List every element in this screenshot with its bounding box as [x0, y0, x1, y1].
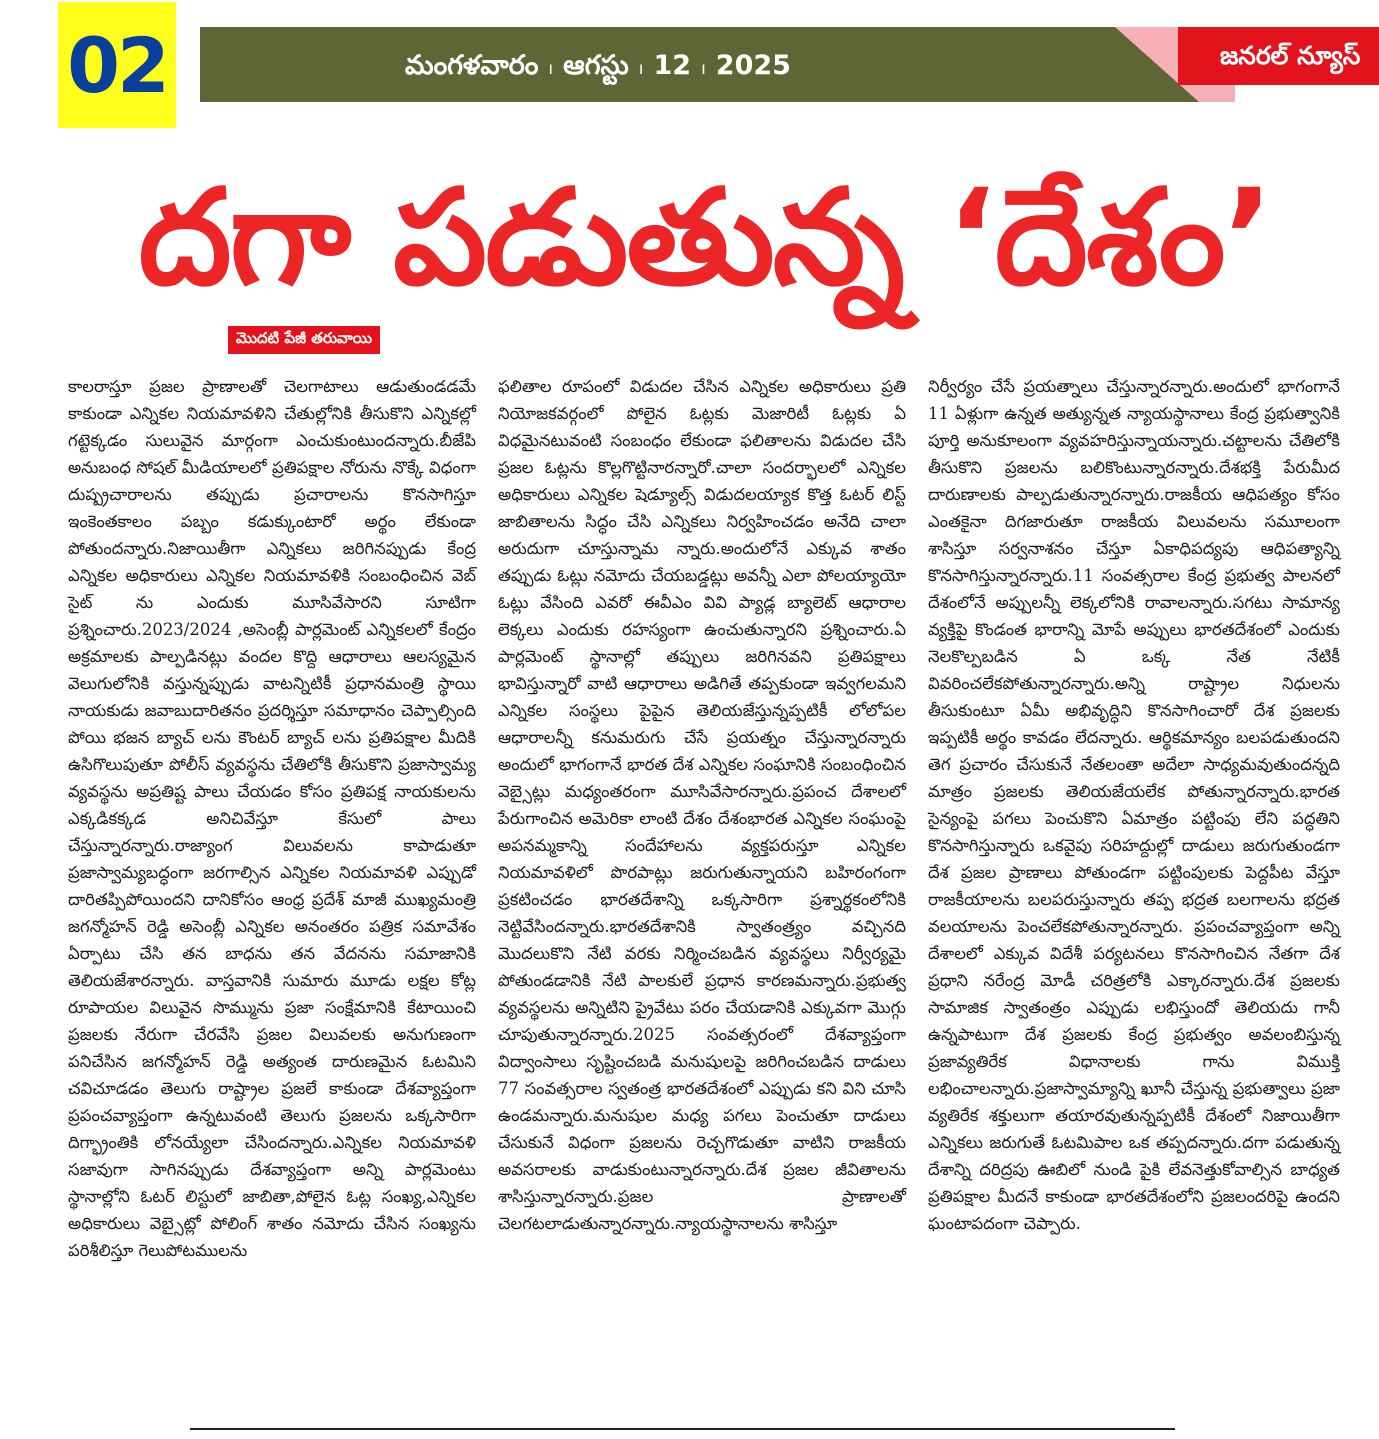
section-category: జనరల్ న్యూస్ — [1178, 27, 1379, 85]
date-separator: ı — [548, 59, 554, 79]
issue-date — [405, 46, 791, 89]
page-number: 02 — [67, 20, 167, 110]
article-column-1: కాలరాస్తూ ప్రజల ప్రాణాలతో చెలగాటాలు ఆడుతుండడమే కాకుండా ఎన్నికల నియమావళిని చేతుల్లోనికి తీసుకొని ఎన్నికల్లో గట్టెక్కడం సులువైన మార్గంగా ఎంచుకుంటుందన్నారు.బీజేపి అనుబంధ సోషల్ మీడియాలలో ప్రతిపక్షాల నోరును నొక్కే విధంగా దుష్ప్రచారాలను తప్పుడు ప్రచారాలను కొనసాగిస్తూ ఇంకెంతకాలం పబ్బం కడుక్కుంటారో అర్థం లేకుండా పోతుందన్నారు.నిజాయితీగా ఎన్నికలు జరిగినప్పుడు కేంద్ర ఎన్నికల అధికారులు ఎన్నికల నియమావళికి సంబంధించిన వెబ్ సైట్ ను ఎందుకు మూసివేసారని సూటిగా ప్రశ్నించారు.2023/2024 ,అసెంబ్లీ పార్లమెంట్ ఎన్నికలలో కేంద్రం అక్రమాలకు పాల్పడినట్లు వందల కొద్ది ఆధారాలు ఆలస్యమైన వెలుగులోనికి వస్తున్నప్పుడు వాటన్నిటికీ ప్రధానమంత్రి స్థాయి నాయకుడు జవాబుదారితనం ప్రదర్శిస్తూ సమాధానం చెప్పాల్సింది పోయి భజన బ్యాచ్ లను కౌంటర్ బ్యాచ్ లను ప్రతిపక్షాల మీదికి ఉసిగొలుపుతూ పోలీస్ వ్యవస్థను చేతిలోకి తీసుకొని ప్రజాస్వామ్య వ్యవస్థను అప్రతిష్ట పాలు చేయడం కోసం ప్రతిపక్ష నాయకులను ఎక్కడికక్కడ అనిచివేస్తూ కేసులో పాలు చేస్తున్నారన్నారు.రాజ్యాంగ విలువలను కాపాడుతూ ప్రజాస్వామ్యబద్ధంగా జరగాల్సిన ఎన్నికల నియమావళి ఎప్పుడో దారితప్పిపోయిందని దానికోసం ఆంధ్ర ప్రదేశ్ మాజీ ముఖ్యమంత్రి జగన్మోహన్ రెడ్డి అసెంబ్లీ ఎన్నికల అనంతరం పత్రిక సమావేశం ఏర్పాటు చేసి తన బాధను తన వేదనను సమాజానికి తెలియజేశారన్నారు. వాస్తవానికి సుమారు మూడు లక్షల కోట్ల రూపాయల విలువైన సొమ్మును ప్రజా సంక్షేమానికి కేటాయించి ప్రజలకు నేరుగా చేరవేసి ప్రజల విలువలకు అనుగుణంగా పనిచేసిన జగన్మోహన్ రెడ్డి అత్యంత దారుణమైన ఓటమిని చవిచూడడం తెలుగు రాష్ట్రాల ప్రజలే కాకుండా దేశవ్యాప్తంగా ప్రపంచవ్యాప్తంగా ఉన్నటువంటి తెలుగు ప్రజలను ఒక్కసారిగా దిగ్భ్రాంతికి లోనయ్యేలా చేసిందన్నారు.ఎన్నికల నియమావళి సజావుగా సాగినప్పుడు దేశవ్యాప్తంగా అన్ని పార్లమెంటు స్థానాల్లోని ఓటర్ లిస్టులో జాబితా,పోలైన ఓట్ల సంఖ్య,ఎన్నికల అధికారులు వెబ్సైట్లో పోలింగ్ శాతం నమోదు చేసిన సంఖ్యను పరిశీలిస్తూ గెలుపోటములను — [68, 377, 476, 1260]
date-separator: ı — [638, 59, 644, 79]
date-year: 2025 — [715, 50, 791, 81]
bottom-divider — [190, 1428, 1175, 1430]
article-column-2: ఫలితాల రూపంలో విడుదల చేసిన ఎన్నికల అధికారులు ప్రతి నియోజకవర్గంలో పోలైన ఓట్లకు మెజారిటీ ఓట్లకు ఏ విధమైనటువంటి సంబంధం లేకుండా ఫలితాలను విడుదల చేసి ప్రజల ఓట్లను కొల్లగొట్టినారన్నారో.చాలా సందర్భాలలో ఎన్నికల అధికారులు ఎన్నికల షెడ్యూల్స్ విడుదలయ్యాక కొత్త ఓటర్ లిస్ట్ జాబితాలను సిద్ధం చేసి ఎన్నికలు నిర్వహించడం అనేది చాలా అరుదుగా చూస్తున్నామ న్నారు.అందులోనే ఎక్కువ శాతం తప్పుడు ఓట్లు నమోదు చేయబడ్డట్లు అవన్నీ ఎలా పోలయ్యాయో ఓట్లు వేసింది ఎవరో ఈవీఎం వివి ప్యాడ్ల బ్యాలెట్ ఆధారాల లెక్కలు ఎందుకు రహస్యంగా ఉంచుతున్నారని ప్రశ్నించారు.ఏ పార్లమెంట్ స్థానాల్లో తప్పులు జరిగినవని ప్రతిపక్షాలు భావిస్తున్నారో వాటి ఆధారాలు అడిగితే తప్పకుండా ఇవ్వగలమని ఎన్నికల సంస్థలు పైపైన తెలియజేస్తున్నప్పటికీ లోలోపల ఆధారాలన్నీ కనుమరుగు చేసే ప్రయత్నం చేస్తున్నారన్నారు అందులో భాగంగానే భారత దేశ ఎన్నికల సంఘానికి సంబంధించిన వెబ్సైట్లు మధ్యంతరంగా మూసివేసారన్నారు.ప్రపంచ దేశాలలో పేరుగాంచిన అమెరికా లాంటి దేశం దేశంభారత ఎన్నికల సంఘంపై అపనమ్మకాన్ని సందేహాలను వ్యక్తపరుస్తూ ఎన్నికల నియమావళిలో పొరపాట్లు జరుగుతున్నాయని బహిరంగంగా ప్రకటించడం భారతదేశాన్ని ఒక్కసారిగా ప్రశ్నార్థకంలోనికి నెట్టివేసిందన్నారు.భారతదేశానికి స్వాతంత్ర్యం వచ్చినది మొదలుకొని నేటి వరకు నిర్మించబడిన వ్యవస్థలు నిర్వీర్యమై పోతుండడానికి నేటి పాలకులే ప్రధాన కారణమన్నారు.ప్రభుత్వ వ్యవస్థలను అన్నిటిని ప్రైవేటు పరం చేయడానికి ఎక్కువగా మొగ్గు చూపుతున్నారన్నారు.2025 సంవత్సరంలో దేశవ్యాప్తంగా విద్వాంసాలు సృష్టించబడి మనుషులపై జరిగించబడిన దాడులు 77 సంవత్సరాల స్వతంత్ర భారతదేశంలో ఎప్పుడు కని విని చూసి ఉండమన్నారు.మనుషుల మధ్య పగలు పెంచుతూ దాడులు చేసుకునే విధంగా ప్రజలను రెచ్చగొడుతూ వాటిని రాజకీయ అవసరాలకు వాడుకుంటున్నారన్నారు.దేశ ప్రజల జీవితాలను శాసిస్తున్నారన్నారు.ప్రజల ప్రాణాలతో చెలగటలాడుతున్నారన్నారు.న్యాయస్థానాలను శాసిస్తూ — [498, 377, 906, 1233]
page-number-box — [58, 2, 176, 128]
date-month: ఆగస్టు — [563, 50, 629, 81]
continued-tag: మొదటి పేజీ తరువాయి — [228, 326, 380, 354]
article-column-3: నిర్వీర్యం చేసే ప్రయత్నాలు చేస్తున్నారన్నారు.అందులో భాగంగానే 11 ఏళ్లుగా ఉన్నత అత్యున్నత న్యాయస్థానాలు కేంద్ర ప్రభుత్వానికి పూర్తి అనుకూలంగా వ్యవహరిస్తున్నాయన్నారు.చట్టాలను చేతిలోకి తీసుకొని ప్రజలను బలికొంటున్నారన్నారు.దేశభక్తి పేరుమీద దారుణాలకు పాల్పడుతున్నారన్నారు.రాజకీయ ఆధిపత్యం కోసం ఎంతకైనా దిగజారుతూ రాజకీయ విలువలను సమూలంగా శాసిస్తూ సర్వనాశనం చేస్తూ ఏకాధిపద్యపు ఆధిపత్యాన్ని కొనసాగిస్తున్నారన్నారు.11 సంవత్సరాల కేంద్ర ప్రభుత్వ పాలనలో దేశంలోనే అప్పులన్నీ లెక్కలోనికి రావాలన్నారు.సగటు సామాన్య వ్యక్తిపై కొండంత భారాన్ని మోపే అప్పులు భారతదేశంలో ఎందుకు నెలకొల్పబడిన ఏ ఒక్క నేత నేటికీ వివరించలేకపోతున్నారన్నారు.అన్ని రాష్ట్రాల నిధులను తీసుకుంటూ ఏమీ అభివృద్ధిని కొనసాగించారో దేశ ప్రజలకు ఇప్పటికీ అర్థం కావడం లేదన్నారు. ఆర్థికమాన్యం బలపడుతుందని తెగ ప్రచారం చేసుకునే నేతలంతా అదేలా సాధ్యమవుతుందన్నది మాత్రం ప్రజలకు తెలియజేయలేక పోతున్నారన్నారు.భారత సైన్యంపై పగలు పెంచుకొని ఏమాత్రం పట్టింపు లేని పద్ధతిని కొనసాగిస్తున్నారు ఒకవైపు సరిహద్దుల్లో దాడులు జరుగుతుండగా దేశ ప్రజల ప్రాణాలు పోతుండగా పట్టింపులకు పెద్దపీట వేస్తూ రాజకీయాలను బలపరుస్తున్నారు తప్ప భద్రత బలగాలను భద్రత వలయాలను పెంచలేకపోతున్నారన్నారు. ప్రపంచవ్యాప్తంగా అన్ని దేశాలలో ఎక్కువ విదేశీ పర్యటనలు కొనసాగించిన నేతగా దేశ ప్రధాని నరేంద్ర మోడీ చరిత్రలోకి ఎక్కారన్నారు.దేశ ప్రజలకు సామాజిక స్వాతంత్రం ఎప్పుడు లభిస్తుందో తెలియదు గానీ ఉన్నపాటుగా దేశ ప్రజలకు కేంద్ర ప్రభుత్వం అవలంబిస్తున్న ప్రజావ్యతిరేక విధానాలకు గాను విముక్తి లభించాలన్నారు.ప్రజాస్వామ్యాన్ని ఖూనీ చేస్తున్న ప్రభుత్వాలు ప్రజా వ్యతిరేక శక్తులుగా తయారవుతున్నప్పటికీ దేశంలో నిజాయితీగా ఎన్నికలు జరుగుతే ఓటమిపాల ఒక తప్పదన్నారు.దగా పడుతున్న దేశాన్ని దరిద్రపు ఊబిలో నుండి పైకి లేవనెత్తుకోవాల్సిన బాధ్యత ప్రతిపక్షాల మీదనే కాకుండా భారతదేశంలోని ప్రజలందరిపై ఉందని ఘంటాపదంగా చెప్పారు. — [928, 377, 1340, 1233]
date-weekday: మంగళవారం — [405, 50, 539, 81]
headline: దగా పడుతున్న ‘దేశం’ — [138, 161, 1272, 315]
date-separator: ı — [701, 59, 706, 79]
date-day: 12 — [653, 50, 692, 81]
